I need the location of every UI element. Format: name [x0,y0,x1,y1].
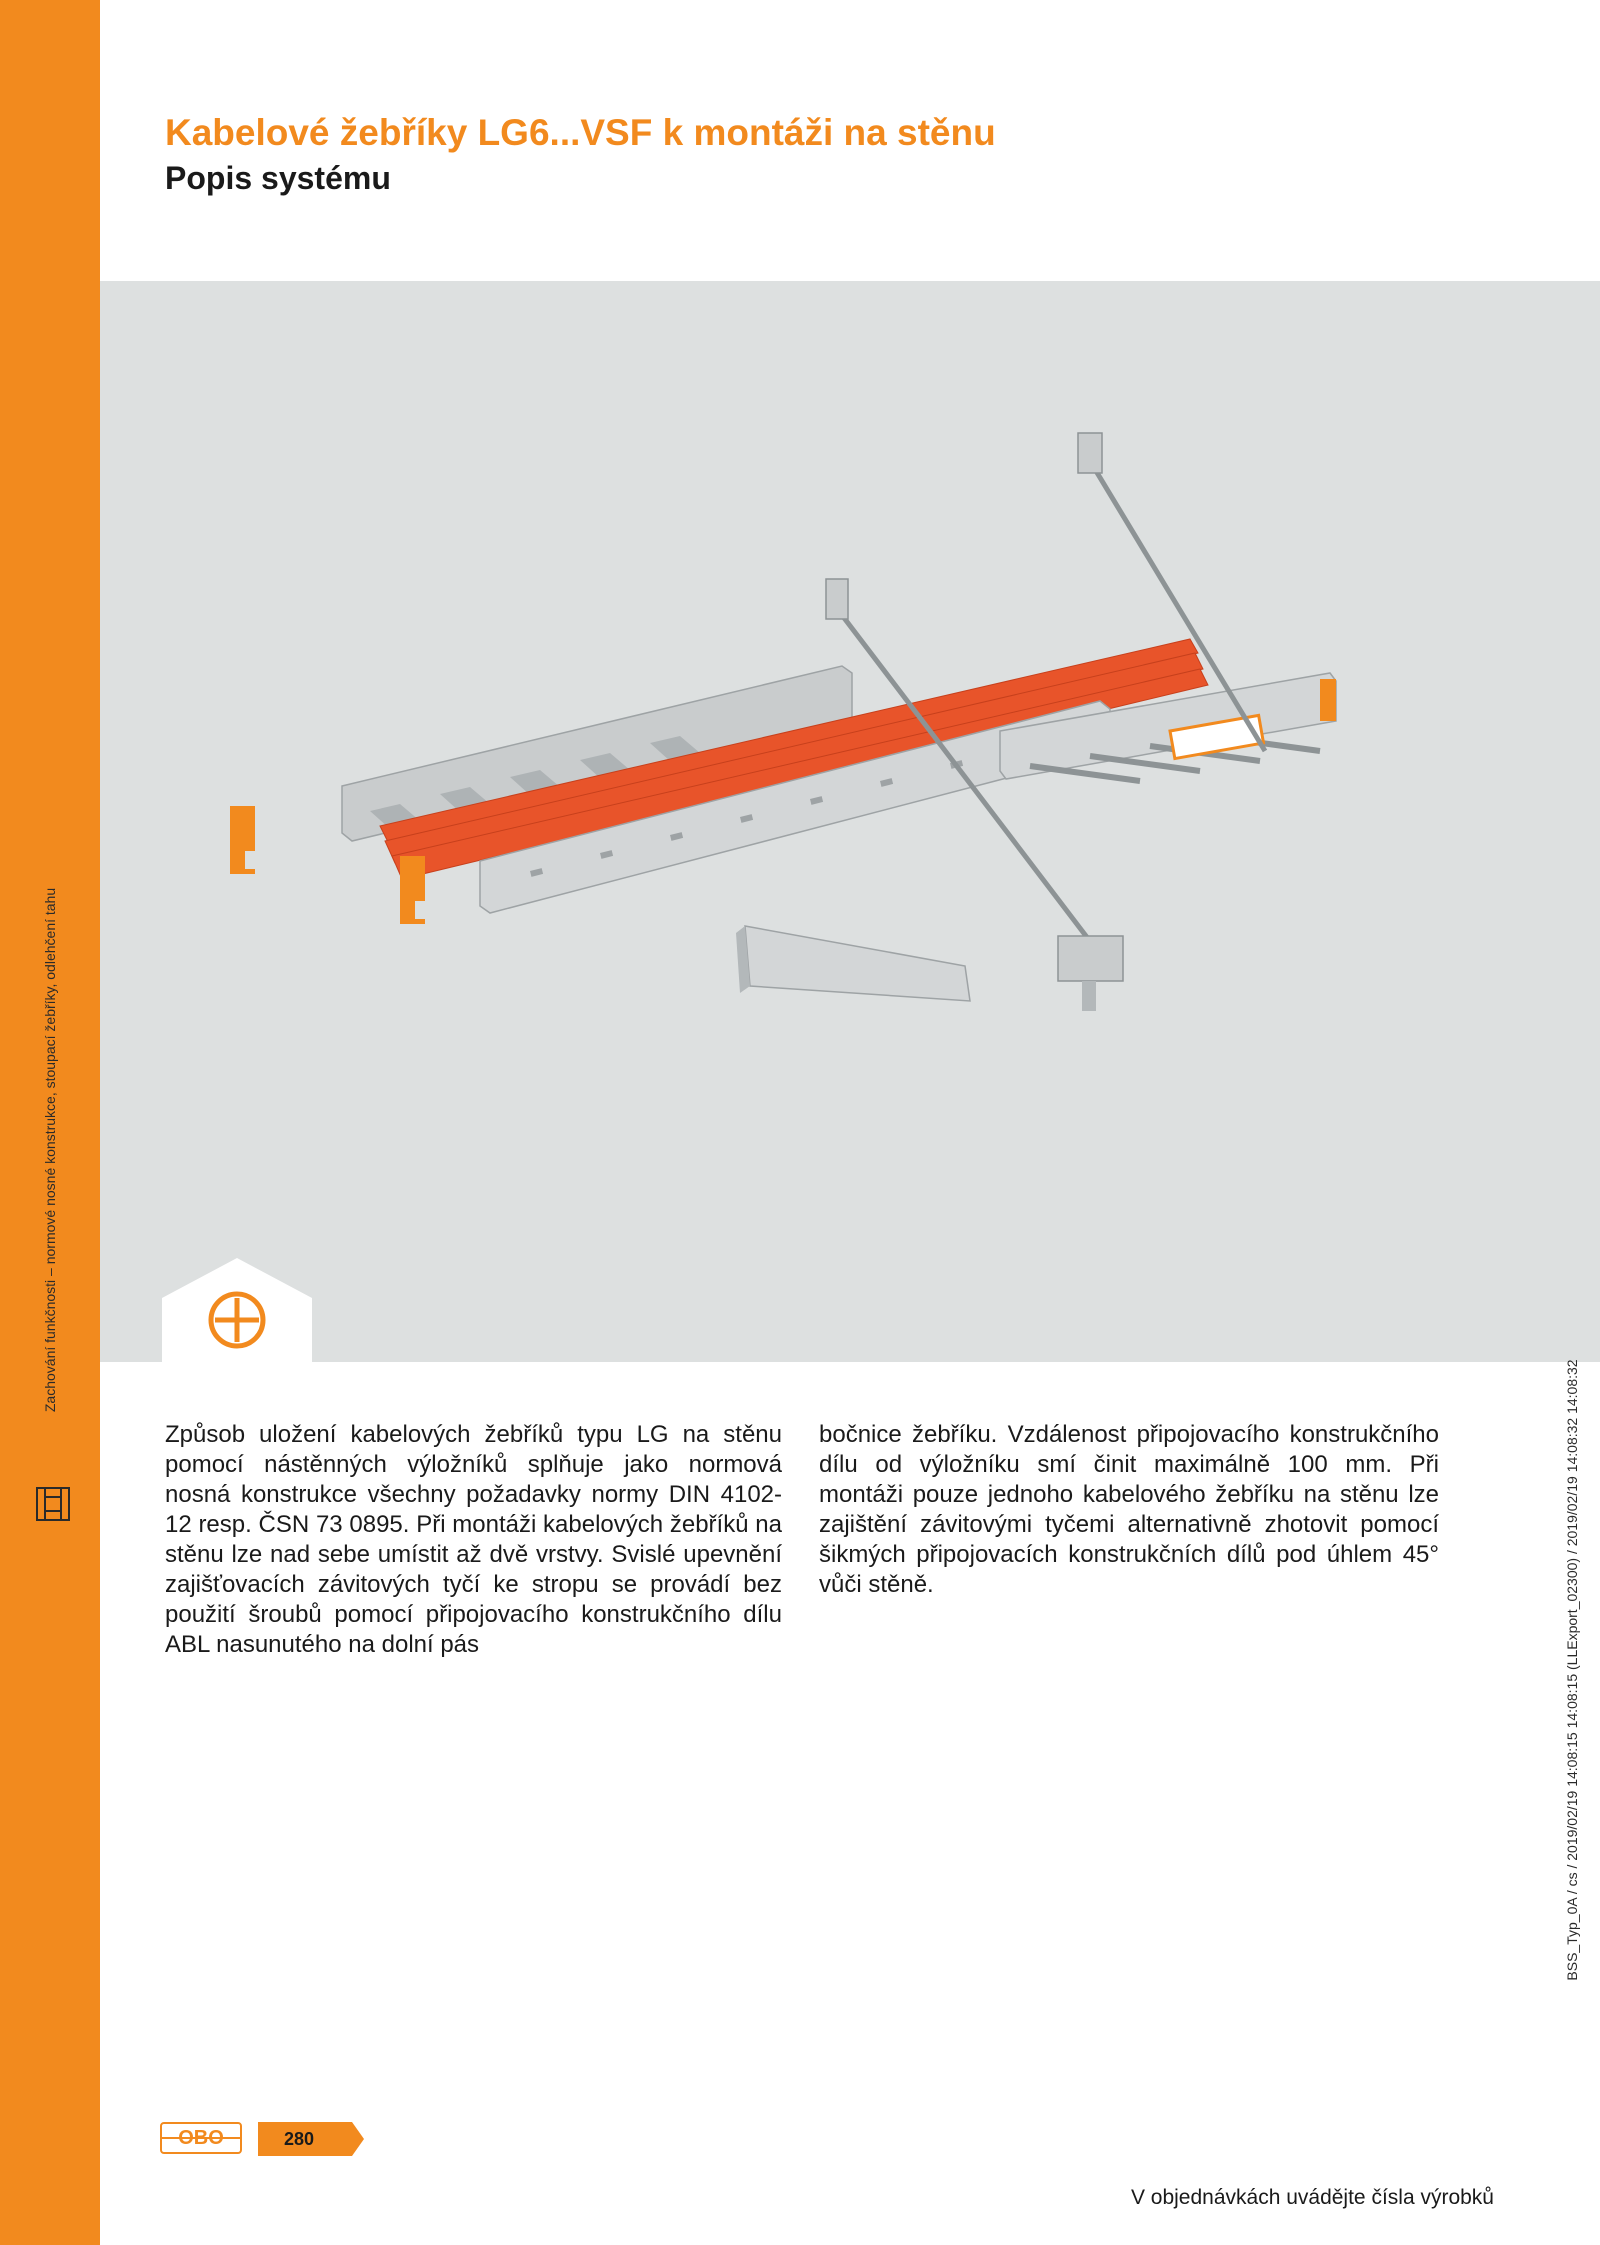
body-text-column-1: Způsob uložení kabelových žebříků typu LG na stěnu pomocí nástěnných výložníků splňuje jako normová nosná konstrukce všechny požadavky normy DIN 4102-12 resp. ČSN 73 0895. Při montáži kabelových žebříků na stěnu lze nad sebe umístit až dvě vrstvy. Svislé upevnění zajišťovacích závitových tyčí ke stropu se provádí bez použití šroubů pomocí připojovacího konstrukčního dílu ABL nasunutého na dolní pás [165,1421,782,1658]
logo-text: OBO [178,2127,224,2149]
end-cap-left [230,806,255,874]
document-meta-vertical: BSS_Typ_0A / cs / 2019/02/19 14:08:15 14:08:15 (LLExport_02300) / 2019/02/19 14:08:32 14:08:32 [1564,1359,1580,1981]
page-number: 280 [283,2129,315,2149]
product-figure [100,281,1600,1362]
ladder-icon [34,1485,72,1523]
end-cap-right [400,856,425,924]
sidebar-vertical-text: Zachování funkčnosti – normové nosné konstrukce, stoupací žebříky, odlehčení tahu [42,887,58,1413]
obo-logo [160,2122,242,2154]
plus-circle-icon [162,1258,312,1362]
sidebar-band [0,0,100,2245]
footer-note: V objednávkách uvádějte čísla výrobků [1130,2186,1494,2209]
body-text-column-2: bočnice žebříku. Vzdálenost připojovacího konstrukčního dílu od výložníku smí činit maximálně 100 mm. Při montáži pouze jednoho kabelového žebříku na stěnu lze zajištění závitovými tyčemi alternativně zhotovit pomocí šikmých připojovacích konstrukčních dílů pod úhlem 45° vůči stěně. [819,1421,1439,1598]
page-title: Kabelové žebříky LG6...VSF k montáži na stěnu [165,112,996,153]
cable-ladder-illustration [100,281,1600,1362]
page-subtitle: Popis systému [165,160,391,196]
